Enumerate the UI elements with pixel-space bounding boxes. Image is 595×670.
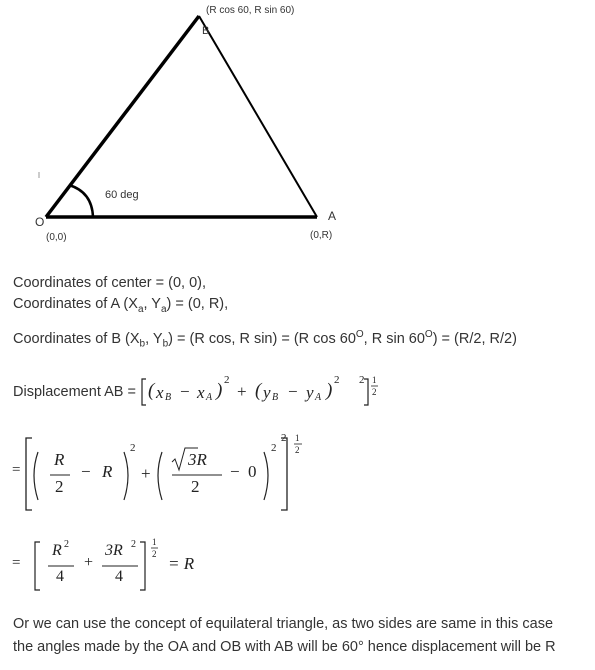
degree-sup-1: O (355, 329, 364, 340)
point-b-label: B (202, 25, 210, 37)
coord-b-sub-x: b (139, 338, 146, 350)
triangle-diagram (0, 0, 595, 250)
close-paren-1: ) (216, 380, 223, 401)
coord-a-prefix: Coordinates of A (X (13, 296, 138, 312)
exp-2-b: 2 (334, 374, 340, 386)
sub-b-2: B (272, 392, 279, 403)
frac1-num-r: R (54, 450, 65, 469)
coord-a-sep: , Y (143, 296, 161, 312)
var-y-a: y (306, 383, 314, 402)
plus-sign-2: + (141, 464, 151, 483)
exp-2-g: 2 (64, 539, 69, 550)
frac4-den-4: 4 (115, 568, 123, 585)
displacement-label: Displacement AB = (13, 384, 136, 400)
plus-sign-3: + (84, 554, 94, 571)
minus-sign-1: − (180, 382, 190, 401)
conclusion-line-1: Or we can use the concept of equilateral triangle, as two sides are same in this case (13, 616, 554, 632)
var-y-b: y (263, 383, 271, 402)
coord-b-mid: ) = (R cos, R sin) = (R cos 60 (168, 330, 356, 347)
substitution-strokes (8, 430, 308, 516)
exp-2-d: 2 (130, 442, 136, 454)
simplified-formula (8, 536, 228, 596)
exp-2-c: 2 (359, 374, 365, 386)
frac2-den-2: 2 (191, 477, 200, 496)
angle-label: 60 deg (105, 189, 139, 201)
equals-sign-2: = (12, 462, 21, 478)
angle-arc (69, 185, 93, 217)
half-num-3: 1 (152, 537, 157, 547)
minus-sign-3: − (81, 462, 91, 481)
var-x-a: x (197, 383, 205, 402)
plus-sign-1: + (237, 382, 247, 401)
minus-sign-2: − (288, 382, 298, 401)
frac3-num-r: R (52, 542, 62, 559)
side-ab (199, 16, 317, 217)
coordinates-b-line (13, 329, 517, 350)
displacement-formula (140, 374, 380, 410)
equals-sign-3: = (12, 555, 21, 571)
frac1-den-2: 2 (55, 477, 64, 496)
coord-b-sub-y: b (162, 338, 169, 350)
coord-a-sub-x: a (137, 303, 144, 315)
coord-b-sep: , Y (145, 330, 163, 347)
center-coordinates-line: Coordinates of center = (0, 0), (13, 275, 207, 291)
exp-2-f: 2 (281, 432, 287, 444)
coordinates-a-line (13, 296, 228, 315)
half-num-2: 1 (295, 433, 300, 443)
term-zero: 0 (248, 462, 257, 481)
coord-a-suffix: ) = (0, R), (166, 296, 229, 312)
result-equals-r: = R (168, 554, 195, 573)
coord-a-sub-y: a (160, 303, 167, 315)
point-a-label: A (328, 209, 337, 223)
point-a-coord: (0,R) (310, 230, 333, 241)
exp-2-h: 2 (131, 539, 136, 550)
frac3-den-4: 4 (56, 568, 64, 585)
exp-2-e: 2 (271, 442, 277, 454)
origin-label: O (35, 215, 45, 229)
sub-a-1: A (206, 392, 213, 403)
coord-b-suffix: ) = (R/2, R/2) (432, 330, 517, 347)
minus-sign-4: − (230, 462, 240, 481)
conclusion-line-2: the angles made by the OA and OB with AB will be 60° hence displacement will be R (13, 639, 556, 655)
half-num-1: 1 (372, 375, 377, 385)
close-paren-2: ) (326, 380, 333, 401)
side-ob (46, 16, 199, 217)
half-den-3: 2 (152, 549, 157, 559)
half-den-1: 2 (372, 387, 377, 397)
var-x-b: x (156, 383, 164, 402)
open-paren-1: ( (148, 380, 155, 401)
half-den-2: 2 (295, 445, 300, 455)
substitution-formula (8, 430, 308, 516)
coord-b-prefix: Coordinates of B (X (13, 330, 140, 347)
origin-coord: (0,0) (46, 232, 67, 243)
frac2-num-sqrt3r: 3R (188, 450, 207, 469)
sub-b-1: B (165, 392, 172, 403)
degree-sup-2: O (424, 329, 433, 340)
frac4-num-3r: 3R (105, 542, 123, 559)
point-b-coord: (R cos 60, R sin 60) (206, 5, 295, 16)
term-r: R (102, 462, 113, 481)
open-paren-2: ( (255, 380, 262, 401)
coord-b-mid2: , R sin 60 (363, 330, 425, 347)
sub-a-2: A (315, 392, 322, 403)
exp-2-a: 2 (224, 374, 230, 386)
